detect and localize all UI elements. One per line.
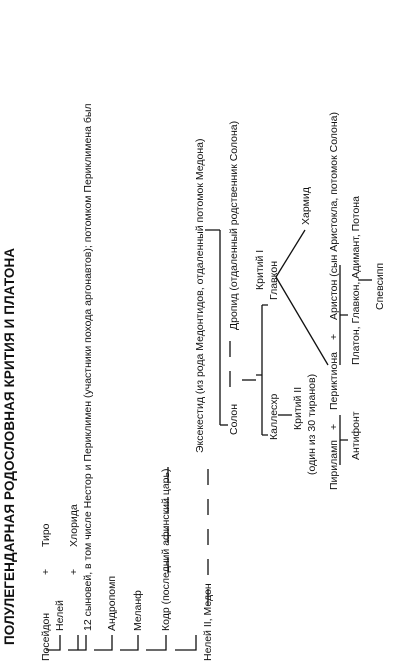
line-glavkon-harmid bbox=[276, 230, 305, 277]
person-kritii1: Критий I bbox=[254, 249, 266, 290]
person-ariston: Аристон (сын Аристокла, потомок Солона) bbox=[328, 111, 340, 320]
person-nelei: Нелей bbox=[54, 600, 66, 631]
line-kodr-nelei2 bbox=[175, 635, 196, 650]
plus-sign: + bbox=[328, 423, 340, 430]
plus-sign: + bbox=[40, 568, 52, 575]
line-antifont-drop bbox=[340, 415, 348, 465]
person-platon-children: Платон, Главкон, Адимант, Потона bbox=[350, 196, 362, 365]
person-12-sons: 12 сыновей, в том числе Нестор и Периклимен (участники похода аргонавтов); потомком Периклимена был bbox=[82, 103, 94, 631]
line-nelei-sons bbox=[68, 635, 86, 650]
person-glavkon: Главкон bbox=[268, 261, 280, 300]
person-melanf: Меланф bbox=[132, 590, 144, 631]
person-tiro: Тиро bbox=[40, 523, 52, 547]
person-pirilamp: Пириламп bbox=[328, 440, 340, 490]
person-nelei2-medon: Нелей II, Медон bbox=[202, 583, 214, 661]
person-kallesxr: Каллесхр bbox=[268, 393, 280, 440]
person-solon: Солон bbox=[228, 403, 240, 435]
line-sons-andropomp bbox=[94, 635, 112, 650]
line-ekzekestid-fork bbox=[205, 230, 220, 425]
person-chlorida: Хлорида bbox=[68, 504, 80, 547]
line-kritii1-fork bbox=[256, 305, 268, 435]
person-ekzekestid: Эксекестид (из рода Медонтидов, отдаленный потомок Медона) bbox=[194, 138, 206, 453]
person-poseidon: Посейдон bbox=[40, 612, 52, 661]
diagram-title: ПОЛУЛЕГЕНДАРНАЯ РОДОСЛОВНАЯ КРИТИЯ И ПЛАТОНА bbox=[2, 247, 17, 645]
line-children-drop bbox=[340, 265, 348, 365]
person-periktiona: Периктиона bbox=[328, 352, 340, 410]
person-kritii2-note: (один из 30 тиранов) bbox=[306, 373, 318, 475]
line-melanf-kodr bbox=[146, 635, 166, 650]
person-dropid: Дропид (отдаленный родственник Солона) bbox=[228, 120, 240, 330]
line-glavkon-periktiona bbox=[276, 277, 328, 365]
person-kritii2: Критий II bbox=[292, 386, 304, 430]
person-kodr: Кодр (последний афинский царь) bbox=[160, 468, 172, 631]
person-antifont: Антифонт bbox=[350, 411, 362, 460]
person-spevsipp: Спевсипп bbox=[374, 262, 386, 310]
person-andropomp: Андропомп bbox=[106, 575, 118, 631]
plus-sign: + bbox=[68, 568, 80, 575]
line-andropomp-melanf bbox=[120, 635, 138, 650]
person-harmid: Хармид bbox=[300, 187, 312, 225]
plus-sign: + bbox=[328, 333, 340, 340]
